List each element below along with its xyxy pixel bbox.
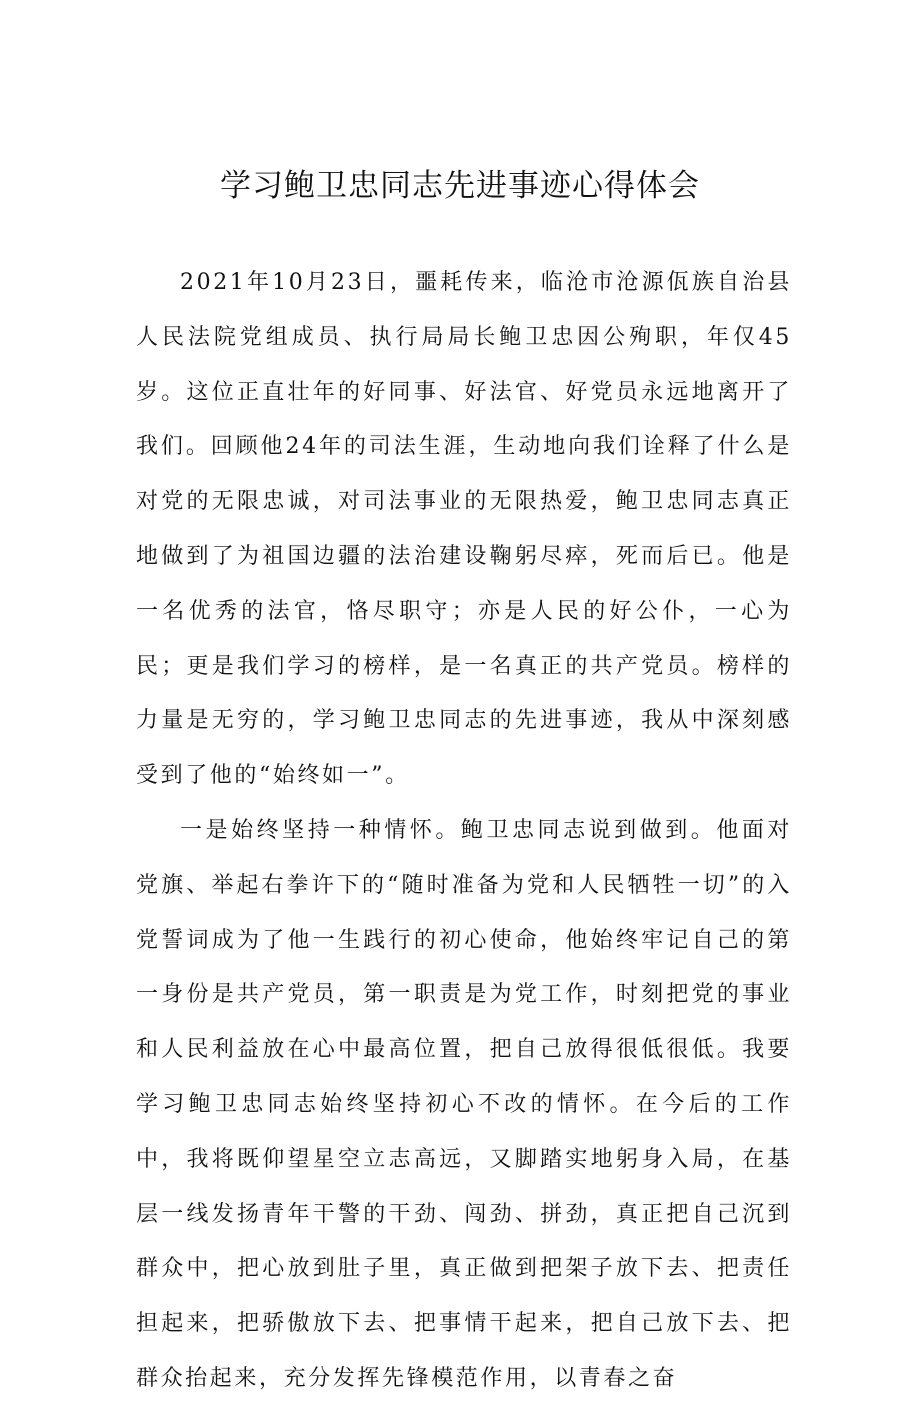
document-title: 学习鲍卫忠同志先进事迹心得体会 (220, 168, 700, 204)
paragraph-intro: 2021年10月23日，噩耗传来，临沧市沧源佤族自治县人民法院党组成员、执行局局长鲍卫忠因公殉职，年仅45岁。这位正直壮年的好同事、好法官、好党员永远地离开了我们。回顾他24年的司法生涯，生动地向我们诠释了什么是对党的无限忠诚，对司法事业的无限热爱，鲍卫忠同志真正地做到了为祖国边疆的法治建设鞠躬尽瘁，死而后已。他是一名优秀的法官，恪尽职守；亦是人民的好公仆，一心为民；更是我们学习的榜样，是一名真正的共产党员。榜样的力量是无穷的，学习鲍卫忠同志的先进事迹，我从中深刻感受到了他的“始终如一”。 (136, 270, 792, 789)
paragraph-first-point: 一是始终坚持一种情怀。鲍卫忠同志说到做到。他面对党旗、举起右拳许下的“随时准备为党和人民牺牲一切”的入党誓词成为了他一生践行的初心使命，他始终牢记自己的第一身份是共产党员，第一职责是为党工作，时刻把党的事业和人民利益放在心中最高位置，把自己放得很低很低。我要学习鲍卫忠同志始终坚持初心不改的情怀。在今后的工作中，我将既仰望星空立志高远，又脚踏实地躬身入局，在基层一线发扬青年干警的干劲、闯劲、拼劲，真正把自己沉到群众中，把心放到肚子里，真正做到把架子放下去、把责任担起来，把骄傲放下去、把事情干起来，把自己放下去、把群众抬起来，充分发挥先锋模范作用，以青春之奋 (136, 817, 792, 1391)
document-body (136, 256, 792, 1407)
